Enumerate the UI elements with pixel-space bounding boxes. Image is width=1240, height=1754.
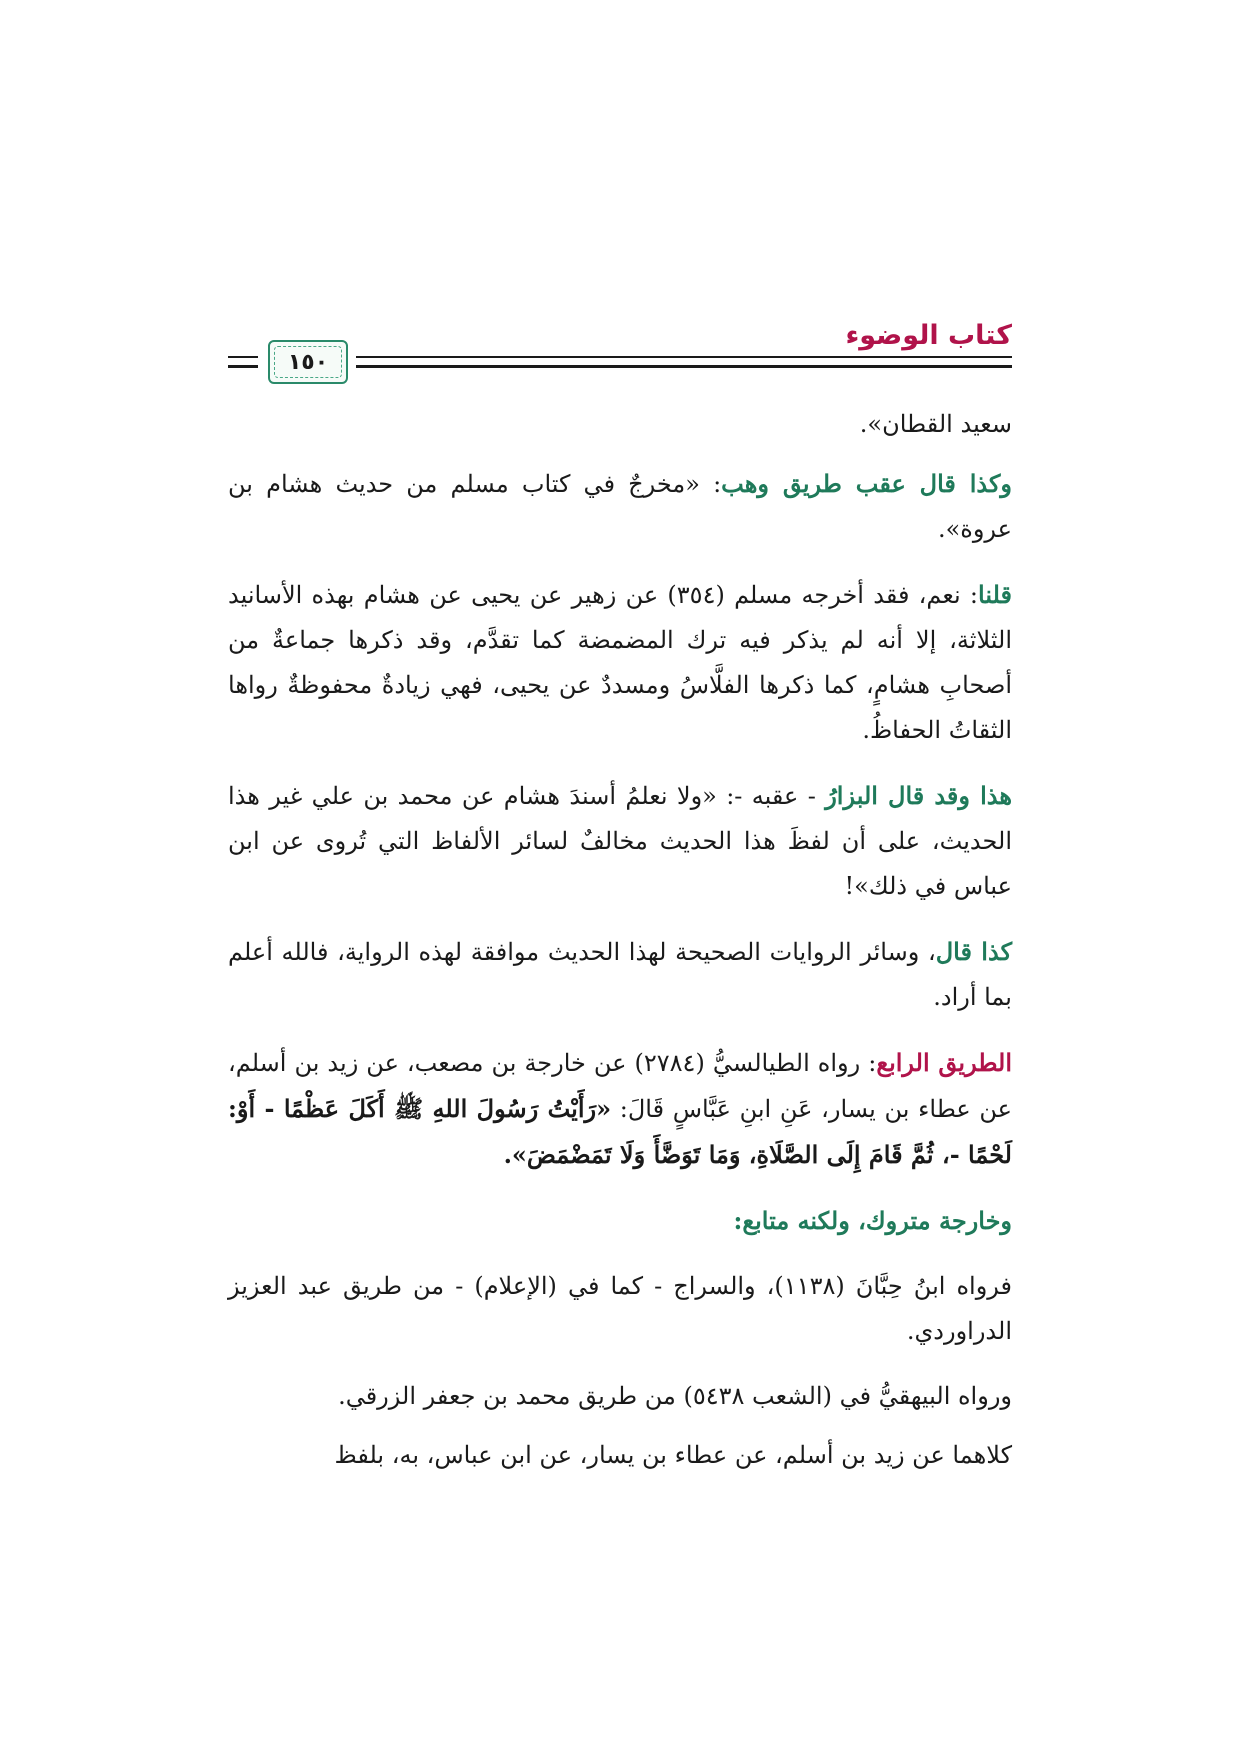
text-segment: سعيد القطان». [859, 410, 1012, 438]
main-text [228, 402, 1012, 1498]
green-text-segment: وكذا قال عقب طريق وهب [721, 469, 1013, 498]
paragraph [228, 572, 1012, 753]
book-title: كتاب الوضوء [845, 320, 1012, 351]
header-rule-left-bottom [228, 365, 258, 368]
paragraph [228, 1040, 1012, 1178]
section-subheading [228, 1198, 1012, 1244]
paragraph [228, 1374, 1012, 1419]
text-segment: كلاهما عن زيد بن أسلم، عن عطاء بن يسار، عن ابن عباس، به، بلفظ [334, 1441, 1012, 1469]
red-text-segment: الطريق الرابع [876, 1048, 1013, 1077]
page-number-badge [268, 340, 348, 384]
paragraph [228, 1433, 1012, 1478]
paragraph [228, 461, 1012, 552]
page-number: ١٥٠ [287, 349, 329, 375]
text-segment: : نعم، فقد أخرجه مسلم (٣٥٤) عن زهير عن يحيى عن هشام بهذه الأسانيد الثلاثة، إلا أنه لم يذكر فيه ترك المضمضة كما تقدَّم، وقد ذكرها جماعةٌ من أصحابِ هشامٍ، كما ذكرها الفلَّاسُ ومسددٌ عن يحيى، فهي زيادةٌ محفوظةٌ رواها الثقاتُ الحفاظُ. [228, 581, 1012, 744]
subhead-text-segment: وخارجة متروك، ولكنه متابع: [733, 1206, 1012, 1235]
green-text-segment: كذا قال [935, 937, 1012, 966]
paragraph [228, 1264, 1012, 1354]
text-segment: فرواه ابنُ حِبَّانَ (١١٣٨)، والسراج - كما في (الإعلام) - من طريق عبد العزيز الدراوردي. [228, 1272, 1012, 1345]
page-header [228, 312, 1012, 392]
header-rule-bottom [356, 365, 1012, 368]
paragraph [228, 402, 1012, 447]
green-text-segment: هذا وقد قال البزارُ [825, 781, 1013, 810]
bold-text-segment: «رَأَيْتُ رَسُولَ اللهِ ﷺ أَكَلَ عَظْمًا - أَوْ: لَحْمًا -، ثُمَّ قَامَ إِلَى الصَّلَاةِ، وَمَا تَوَضَّأَ وَلَا تَمَضْمَضَ». [228, 1094, 1012, 1169]
green-text-segment: قلنا [978, 580, 1012, 609]
text-segment: - عقبه -: «ولا نعلمُ أسندَ هشام عن محمد بن علي غير هذا الحديث، على أن لفظَ هذا الحديث مخالفٌ لسائر الألفاظ التي تُروى عن ابن عباس في ذلك»! [228, 782, 1012, 900]
text-segment: : رواه الطيالسيُّ (٢٧٨٤) عن خارجة بن مصعب، عن زيد بن أسلم، عن عطاء بن يسار، عَنِ ابنِ عَبَّاسٍ قَالَ: [228, 1049, 1012, 1123]
paragraph [228, 773, 1012, 909]
text-segment: ، وسائر الروايات الصحيحة لهذا الحديث موافقة لهذه الرواية، فالله أعلم بما أراد. [228, 938, 1012, 1011]
header-rule-top [356, 356, 1012, 358]
header-rule-left-top [228, 356, 258, 358]
paragraph [228, 929, 1012, 1020]
text-segment: : «مخرجٌ في كتاب مسلم من حديث هشام بن عروة». [228, 470, 1012, 543]
text-segment: ورواه البيهقيُّ في (الشعب ٥٤٣٨) من طريق محمد بن جعفر الزرقي. [338, 1382, 1012, 1410]
